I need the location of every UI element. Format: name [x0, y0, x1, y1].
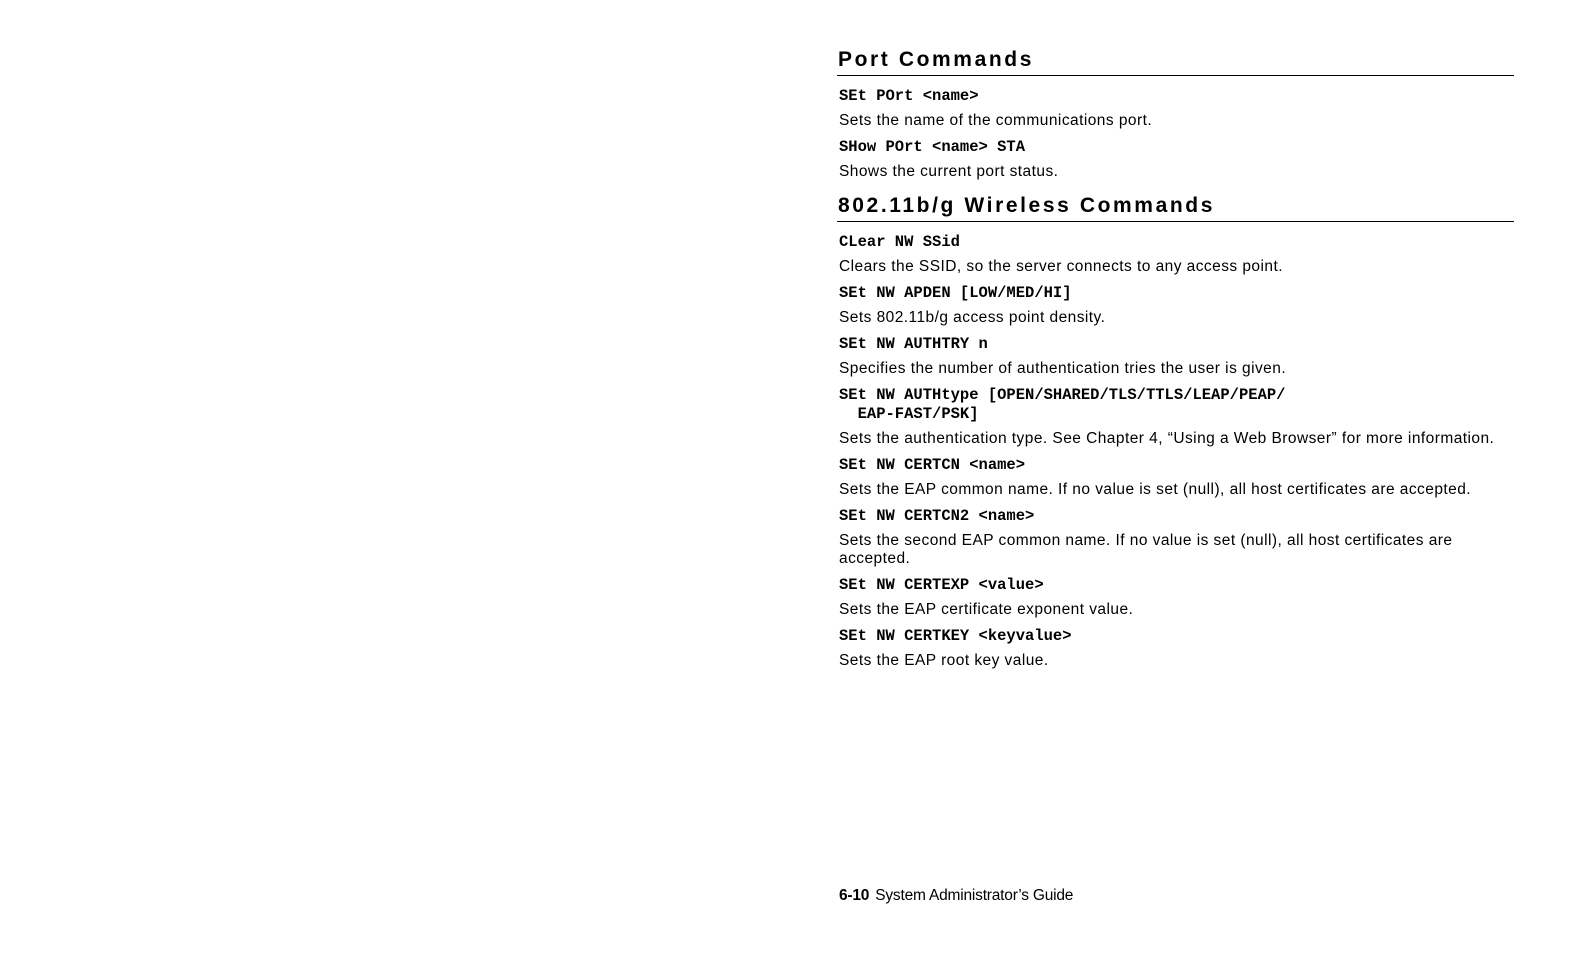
command-set-nw-certcn: SEt NW CERTCN <name> [839, 456, 1026, 474]
description-set-nw-certcn2: Sets the second EAP common name. If no value is set (null), all host certificates are accepted. [839, 532, 1453, 567]
section-heading-port-commands: Port Commands [837, 45, 1514, 76]
description-set-nw-certcn: Sets the EAP common name. If no value is set (null), all host certificates are accepted. [839, 481, 1472, 498]
description-set-nw-authtry: Specifies the number of authentication tries the user is given. [839, 360, 1287, 377]
command-clear-nw-ssid: CLear NW SSid [839, 233, 960, 251]
description-clear-nw-ssid: Clears the SSID, so the server connects to any access point. [839, 258, 1283, 275]
description-set-nw-certexp: Sets the EAP certificate exponent value. [839, 601, 1134, 618]
command-set-nw-apden: SEt NW APDEN [LOW/MED/HI] [839, 284, 1072, 302]
description-set-nw-authtype: Sets the authentication type. See Chapter 4, “Using a Web Browser” for more information. [839, 430, 1495, 447]
description-set-nw-certkey: Sets the EAP root key value. [839, 652, 1049, 669]
command-set-port: SEt POrt <name> [839, 87, 979, 105]
command-set-nw-certkey: SEt NW CERTKEY <keyvalue> [839, 627, 1072, 645]
description-set-nw-apden: Sets 802.11b/g access point density. [839, 309, 1106, 326]
description-show-port: Shows the current port status. [839, 163, 1059, 180]
command-show-port: SHow POrt <name> STA [839, 138, 1026, 156]
command-set-nw-certcn2: SEt NW CERTCN2 <name> [839, 507, 1035, 525]
page-number: 6-10 [839, 887, 870, 904]
command-set-nw-certexp: SEt NW CERTEXP <value> [839, 576, 1044, 594]
command-set-nw-authtype: SEt NW AUTHtype [OPEN/SHARED/TLS/TTLS/LEAP/PEAP/ EAP-FAST/PSK] [839, 386, 1286, 423]
book-title: System Administrator’s Guide [875, 887, 1074, 904]
page-content [839, 45, 1514, 670]
command-set-nw-authtry: SEt NW AUTHTRY n [839, 335, 988, 353]
description-set-port: Sets the name of the communications port. [839, 112, 1153, 129]
page-footer [839, 886, 1073, 905]
section-heading-wireless-commands: 802.11b/g Wireless Commands [837, 191, 1514, 222]
